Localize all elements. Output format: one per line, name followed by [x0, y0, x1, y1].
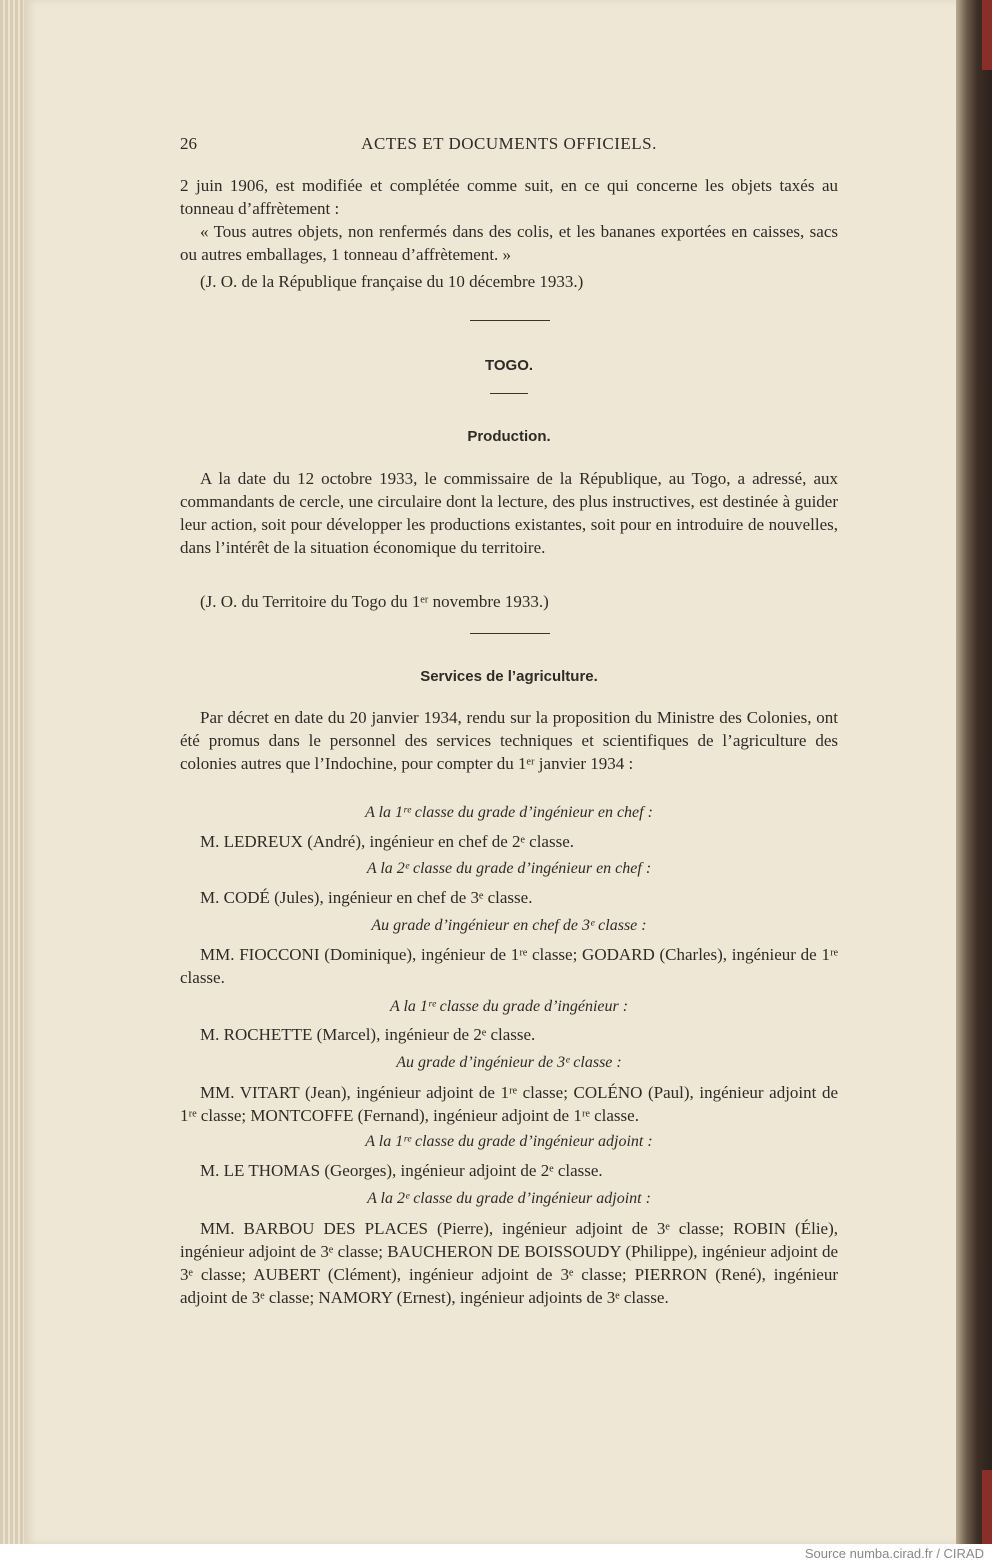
grade-heading: Au grade d’ingénieur de 3ᵉ classe : — [396, 1054, 622, 1071]
running-title: ACTES ET DOCUMENTS OFFICIELS. — [361, 134, 657, 153]
intro-quote: « Tous autres objets, non renfermés dans des colis, et les bananes exportées en caisses, sacs ou autres emballages, 1 tonneau d’affrètement. » — [180, 222, 838, 264]
section-title: TOGO. — [484, 357, 534, 374]
intro-paragraph: 2 juin 1906, est modifiée et complétée comme suit, en ce qui concerne les objets taxés au tonneau d’affrètement : — [180, 176, 838, 218]
promotion-names: M. ROCHETTE (Marcel), ingénieur de 2ᵉ classe. — [200, 1025, 536, 1044]
promotion-names: M. CODÉ (Jules), ingénieur en chef de 3ᵉ classe. — [200, 888, 533, 907]
binding-red-mark — [982, 1470, 992, 1544]
divider — [470, 320, 550, 321]
footer-bar — [0, 1544, 992, 1566]
book-binding-edge — [956, 0, 992, 1544]
grade-heading: A la 1ʳᵉ classe du grade d’ingénieur adjoint : — [365, 1133, 653, 1150]
production-title: Production. — [467, 428, 551, 445]
grade-heading: A la 1ʳᵉ classe du grade d’ingénieur : — [389, 998, 629, 1015]
agriculture-paragraph: Par décret en date du 20 janvier 1934, rendu sur la proposition du Ministre des Colonies, ont été promus dans le personnel des services techniques et scientifiques de l’agriculture des colonies autres que l’Indochine, pour compter du 1ᵉʳ janvier 1934 : — [180, 708, 838, 773]
production-paragraph: A la date du 12 octobre 1933, le commissaire de la République, au Togo, a adressé, aux commandants de cercle, une circulaire dont la lecture, des plus instructives, est destinée à guider leur action, soit pour développer les productions existantes, soit pour en introduire de nouvelles, dans l’intérêt de la situation économique du territoire. — [180, 469, 838, 557]
page-number: 26 — [180, 134, 197, 153]
promotion-names: MM. FIOCCONI (Dominique), ingénieur de 1ʳᵉ classe; GODARD (Charles), ingénieur de 1ʳᵉ classe. — [180, 945, 838, 987]
grade-heading: A la 1ʳᵉ classe du grade d’ingénieur en chef : — [365, 804, 653, 821]
agriculture-title: Services de l’agriculture. — [420, 668, 598, 685]
source-credit: Source numba.cirad.fr / CIRAD — [804, 1546, 984, 1561]
page-stack-edge — [0, 0, 26, 1544]
binding-red-mark — [982, 0, 992, 70]
grade-heading: A la 2ᵉ classe du grade d’ingénieur adjoint : — [367, 1190, 651, 1207]
divider — [470, 633, 550, 634]
grade-heading: Au grade d’ingénieur en chef de 3ᵉ classe : — [371, 917, 647, 934]
intro-source: (J. O. de la République française du 10 décembre 1933.) — [200, 272, 584, 291]
production-source: (J. O. du Territoire du Togo du 1ᵉʳ novembre 1933.) — [200, 592, 549, 611]
promotion-names: MM. BARBOU DES PLACES (Pierre), ingénieur adjoint de 3ᵉ classe; ROBIN (Élie), ingénieur adjoint de 3ᵉ classe; BAUCHERON DE BOISSOUDY (Philippe), ingénieur adjoint de 3ᵉ classe; AUBERT (Clément), ingénieur adjoint de 3ᵉ classe; PIERRON (René), ingénieur adjoint de 3ᵉ classe; NAMORY (Ernest), ingénieur adjoints de 3ᵉ classe. — [180, 1219, 838, 1307]
promotion-names: M. LEDREUX (André), ingénieur en chef de 2ᵉ classe. — [200, 832, 574, 851]
divider — [490, 393, 528, 394]
promotion-names: M. LE THOMAS (Georges), ingénieur adjoint de 2ᵉ classe. — [200, 1161, 603, 1180]
grade-heading: A la 2ᵉ classe du grade d’ingénieur en chef : — [366, 860, 652, 877]
promotion-names: MM. VITART (Jean), ingénieur adjoint de 1ʳᵉ classe; COLÉNO (Paul), ingénieur adjoint de 1ʳᵉ classe; MONTCOFFE (Fernand), ingénieur adjoint de 1ʳᵉ classe. — [180, 1083, 838, 1125]
